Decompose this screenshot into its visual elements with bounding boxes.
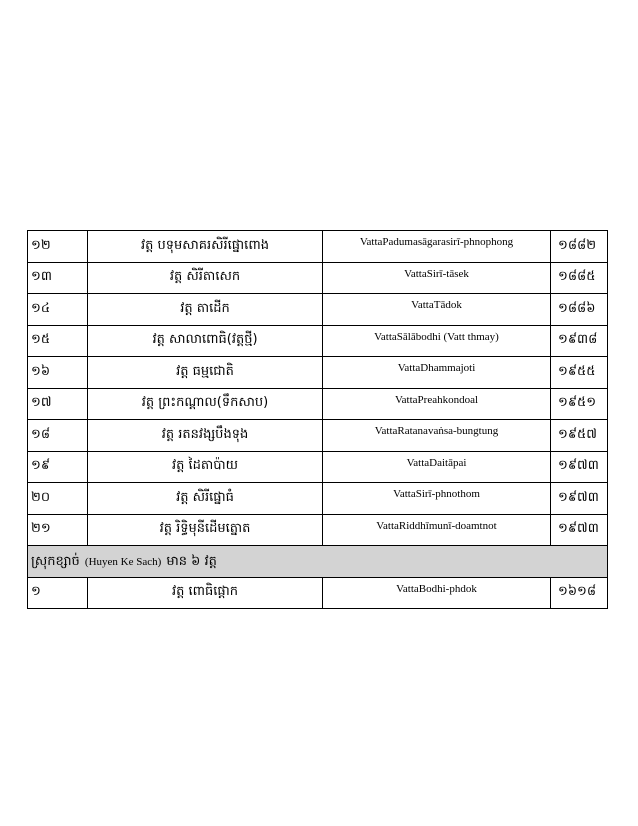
table-row xyxy=(28,483,608,515)
row-number: ១៨ xyxy=(28,420,88,452)
founding-year: ១៩៧៣ xyxy=(551,451,608,483)
temple-name-khmer: វត្ត រិទ្ធិមុនីដើមត្នោត xyxy=(88,514,323,546)
row-number: ១២ xyxy=(28,231,88,263)
district-name-khmer: ស្រុកខ្សាច់ xyxy=(31,554,80,570)
temple-name-roman: VattaPadumasāgarasirī-phnophong xyxy=(323,231,551,263)
table-row xyxy=(28,231,608,263)
founding-year: ១៨៨៦ xyxy=(551,294,608,326)
founding-year: ១៩៥៥ xyxy=(551,357,608,389)
temple-name-roman: VattaDaitāpai xyxy=(323,451,551,483)
table-row xyxy=(28,577,608,609)
row-number: ២០ xyxy=(28,483,88,515)
temple-name-roman: VattaPreahkondoal xyxy=(323,388,551,420)
temple-name-khmer: វត្ត ធម្មជោតិ xyxy=(88,357,323,389)
founding-year: ១៩៣៨ xyxy=(551,325,608,357)
temple-name-roman: VattaTādok xyxy=(323,294,551,326)
founding-year: ១៩៥១ xyxy=(551,388,608,420)
temple-name-khmer: វត្ត រតនវង្សបឹងទុង xyxy=(88,420,323,452)
row-number: ១៤ xyxy=(28,294,88,326)
temple-name-roman: VattaRatanavaṅsa-bungtung xyxy=(323,420,551,452)
row-number: ២១ xyxy=(28,514,88,546)
temple-name-roman: VattaBodhi-phdok xyxy=(323,577,551,609)
table-row xyxy=(28,451,608,483)
table-row xyxy=(28,325,608,357)
temple-name-roman: VattaSālābodhi (Vatt thmay) xyxy=(323,325,551,357)
row-number: ១៩ xyxy=(28,451,88,483)
district-temple-count: មាន ៦ វត្ត xyxy=(166,554,217,570)
row-number: ១ xyxy=(28,577,88,609)
temple-name-khmer: វត្ត ដៃតាប៉ាយ xyxy=(88,451,323,483)
district-section-row xyxy=(28,546,608,578)
table-row xyxy=(28,420,608,452)
temple-name-roman: VattaSirī-phnothom xyxy=(323,483,551,515)
district-section-header xyxy=(28,546,608,578)
founding-year: ១៩៥៧ xyxy=(551,420,608,452)
table-row xyxy=(28,294,608,326)
founding-year: ១៦១៨ xyxy=(551,577,608,609)
table-row xyxy=(28,357,608,389)
founding-year: ១៨៨២ xyxy=(551,231,608,263)
founding-year: ១៩៧៣ xyxy=(551,514,608,546)
temple-name-khmer: វត្ត សិរីផ្នោធំ xyxy=(88,483,323,515)
temple-name-roman: VattaDhammajoti xyxy=(323,357,551,389)
table-row xyxy=(28,514,608,546)
table-row xyxy=(28,388,608,420)
row-number: ១៣ xyxy=(28,262,88,294)
temple-table xyxy=(27,230,608,609)
founding-year: ១៨៨៥ xyxy=(551,262,608,294)
temple-name-khmer: វត្ត បទុមសាគរសិរីផ្នោពោង xyxy=(88,231,323,263)
row-number: ១៧ xyxy=(28,388,88,420)
row-number: ១៦ xyxy=(28,357,88,389)
founding-year: ១៩៧៣ xyxy=(551,483,608,515)
temple-name-khmer: វត្ត តាដើក xyxy=(88,294,323,326)
table-row xyxy=(28,262,608,294)
temple-name-khmer: វត្ត ព្រះកណ្ដាល(ទឹកសាប) xyxy=(88,388,323,420)
row-number: ១៥ xyxy=(28,325,88,357)
temple-name-khmer: វត្ត សាលាពោធិ(វត្តថ្មី) xyxy=(88,325,323,357)
temple-name-khmer: វត្ត សិរីតាសេក xyxy=(88,262,323,294)
temple-name-khmer: វត្ត ពោធិផ្ដោក xyxy=(88,577,323,609)
temple-name-roman: VattaSirī-tāsek xyxy=(323,262,551,294)
district-name-latin: (Huyen Ke Sach) xyxy=(84,556,162,569)
temple-name-roman: VattaRiddhīmunī-doamtnot xyxy=(323,514,551,546)
